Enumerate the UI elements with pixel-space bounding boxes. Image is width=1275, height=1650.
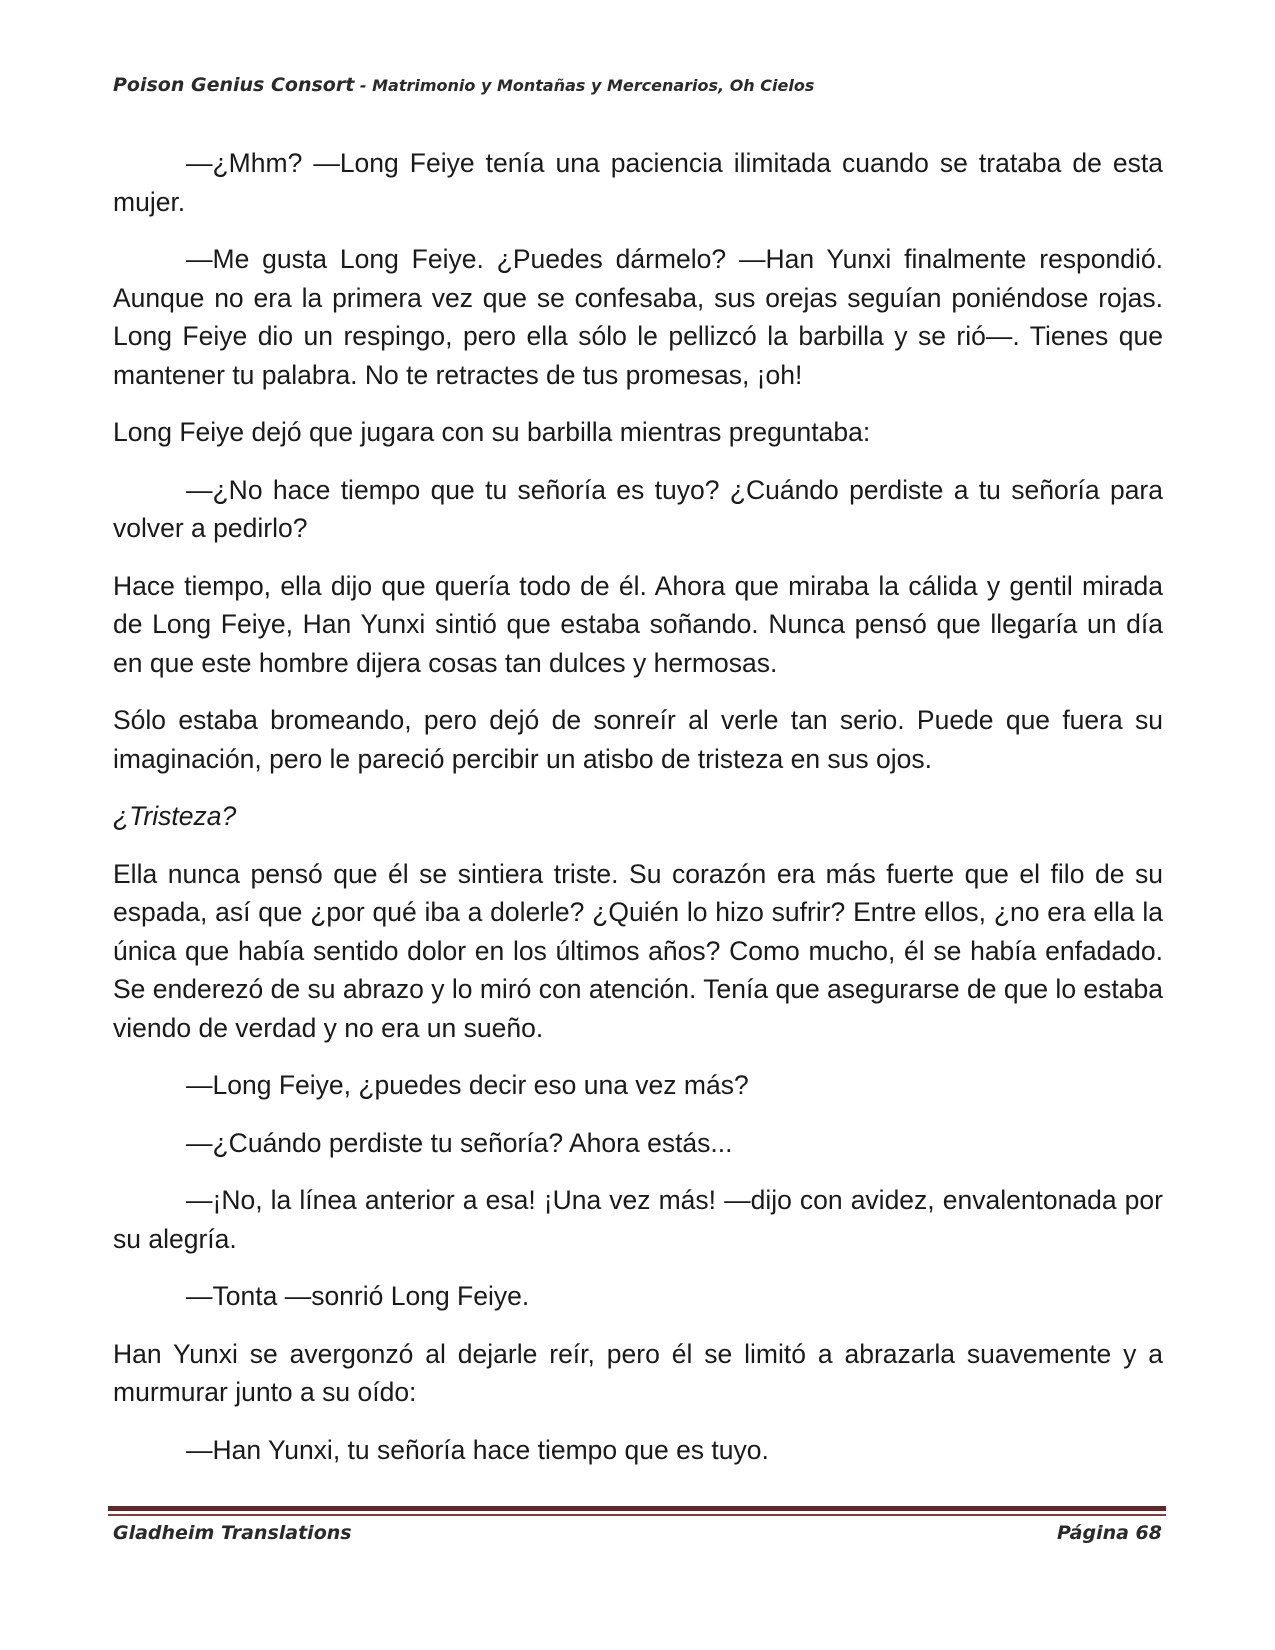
paragraph: Hace tiempo, ella dijo que quería todo de él. Ahora que miraba la cálida y gentil mirada de Long Feiye, Han Yunxi sintió que estaba soñando. Nunca pensó que llegaría un día en que este hombre dijera cosas tan dulces y hermosas. [113, 570, 1163, 678]
footer-rule [108, 1506, 1166, 1511]
paragraph: —Tonta —sonrió Long Feiye. [186, 1281, 530, 1311]
book-title: Poison Genius Consort [113, 74, 355, 96]
paragraph: Ella nunca pensó que él se sintiera triste. Su corazón era más fuerte que el filo de su espada, así que ¿por qué iba a dolerle? ¿Quién lo hizo sufrir? Entre ellos, ¿no era ella la única que había sentido dolor en los últimos años? Como mucho, él se había enfadado. Se enderezó de su abrazo y lo miró con atención. Tenía que asegurarse de que lo estaba viendo de verdad y no era un sueño. [113, 858, 1163, 1043]
body-text [113, 144, 1163, 1488]
paragraph: Sólo estaba bromeando, pero dejó de sonreír al verle tan serio. Puede que fuera su imaginación, pero le pareció percibir un atisbo de tristeza en sus ojos. [113, 705, 1163, 774]
running-header [113, 74, 1163, 96]
page-number: Página 68 [1056, 1522, 1162, 1544]
paragraph: —¿Cuándo perdiste tu señoría? Ahora estás... [186, 1127, 733, 1158]
paragraph: —Long Feiye, ¿puedes decir eso una vez más? [186, 1070, 749, 1100]
paragraph: —¿No hace tiempo que tu señoría es tuyo? ¿Cuándo perdiste a tu señoría para volver a pedirlo? [113, 474, 1163, 543]
paragraph: —¿Mhm? —Long Feiye tenía una paciencia ilimitada cuando se trataba de esta mujer. [113, 148, 1163, 217]
paragraph: —Han Yunxi, tu señoría hace tiempo que es tuyo. [186, 1434, 769, 1465]
footer-rule-thin [108, 1514, 1166, 1516]
footer-translator: Gladheim Translations [113, 1522, 352, 1544]
paragraph: Long Feiye dejó que jugara con su barbilla mientras preguntaba: [113, 417, 871, 447]
paragraph: —¡No, la línea anterior a esa! ¡Una vez más! —dijo con avidez, envalentonada por su alegría. [113, 1185, 1163, 1254]
paragraph: Han Yunxi se avergonzó al dejarle reír, pero él se limitó a abrazarla suavemente y a murmurar junto a su oído: [113, 1338, 1163, 1407]
paragraph: ¿Tristeza? [113, 801, 237, 831]
chapter-title: - Matrimonio y Montañas y Mercenarios, Oh Cielos [354, 76, 815, 95]
paragraph: —Me gusta Long Feiye. ¿Puedes dármelo? —Han Yunxi finalmente respondió. Aunque no era la primera vez que se confesaba, sus orejas seguían poniéndose rojas. Long Feiye dio un respingo, pero ella sólo le pellizcó la barbilla y se rió—. Tienes que mantener tu palabra. No te retractes de tus promesas, ¡oh! [113, 244, 1163, 390]
